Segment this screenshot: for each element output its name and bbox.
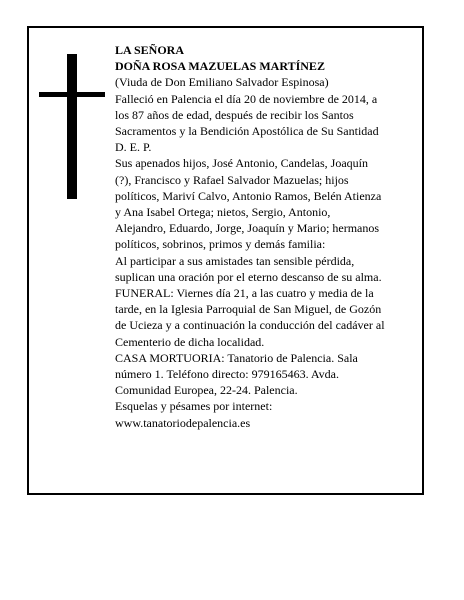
death-announcement-line-2: los 87 años de edad, después de recibir los Santos: [115, 107, 354, 122]
funeral-home-line-3: Comunidad Europea, 22-24. Palencia.: [115, 383, 298, 398]
rip-line: D. E. P.: [115, 140, 152, 155]
funeral-line-4: Cementerio de dicha localidad.: [115, 334, 265, 349]
website-link: www.tanatoriodepalencia.es: [115, 415, 251, 430]
family-line-3: políticos, Mariví Calvo, Antonio Ramos, Belén Atienza: [115, 188, 382, 203]
prayer-line-1: Al participar a sus amistades tan sensible pérdida,: [115, 253, 355, 268]
family-line-1: Sus apenados hijos, José Antonio, Candelas, Joaquín: [115, 156, 368, 171]
family-line-5: Alejandro, Eduardo, Jorge, Joaquín y Mario; hermanos: [115, 221, 380, 236]
cross-icon: [39, 54, 105, 199]
condolences-line: Esquelas y pésames por internet:: [115, 399, 273, 414]
funeral-line-2: tarde, en la Iglesia Parroquial de San Miguel, de Gozón: [115, 302, 382, 317]
obituary-notice: [27, 26, 424, 495]
funeral-home-line-2: número 1. Teléfono directo: 979165463. Avda.: [115, 367, 340, 382]
notice-text: [115, 42, 421, 431]
funeral-home-line-1: CASA MORTUORIA: Tanatorio de Palencia. Sala: [115, 350, 358, 365]
family-line-6: políticos, sobrinos, primos y demás familia:: [115, 237, 326, 252]
funeral-line-3: de Ucieza y a continuación la conducción del cadáver al: [115, 318, 385, 333]
family-line-4: y Ana Isabel Ortega; nietos, Sergio, Antonio,: [115, 205, 331, 220]
cross-horizontal-bar: [39, 92, 105, 97]
notice-heading: LA SEÑORA: [115, 43, 185, 57]
funeral-line-1: FUNERAL: Viernes día 21, a las cuatro y media de la: [115, 286, 374, 301]
family-line-2: (?), Francisco y Rafael Salvador Mazuelas; hijos: [115, 172, 349, 187]
deceased-name: DOÑA ROSA MAZUELAS MARTÍNEZ: [115, 59, 325, 74]
cross-vertical-bar: [67, 54, 77, 199]
death-announcement-line-3: Sacramentos y la Bendición Apostólica de Su Santidad: [115, 124, 379, 139]
widow-of-line: (Viuda de Don Emiliano Salvador Espinosa): [115, 75, 329, 90]
death-announcement-line-1: Falleció en Palencia el día 20 de noviembre de 2014, a: [115, 91, 378, 106]
prayer-line-2: suplican una oración por el eterno descanso de su alma.: [115, 269, 382, 284]
